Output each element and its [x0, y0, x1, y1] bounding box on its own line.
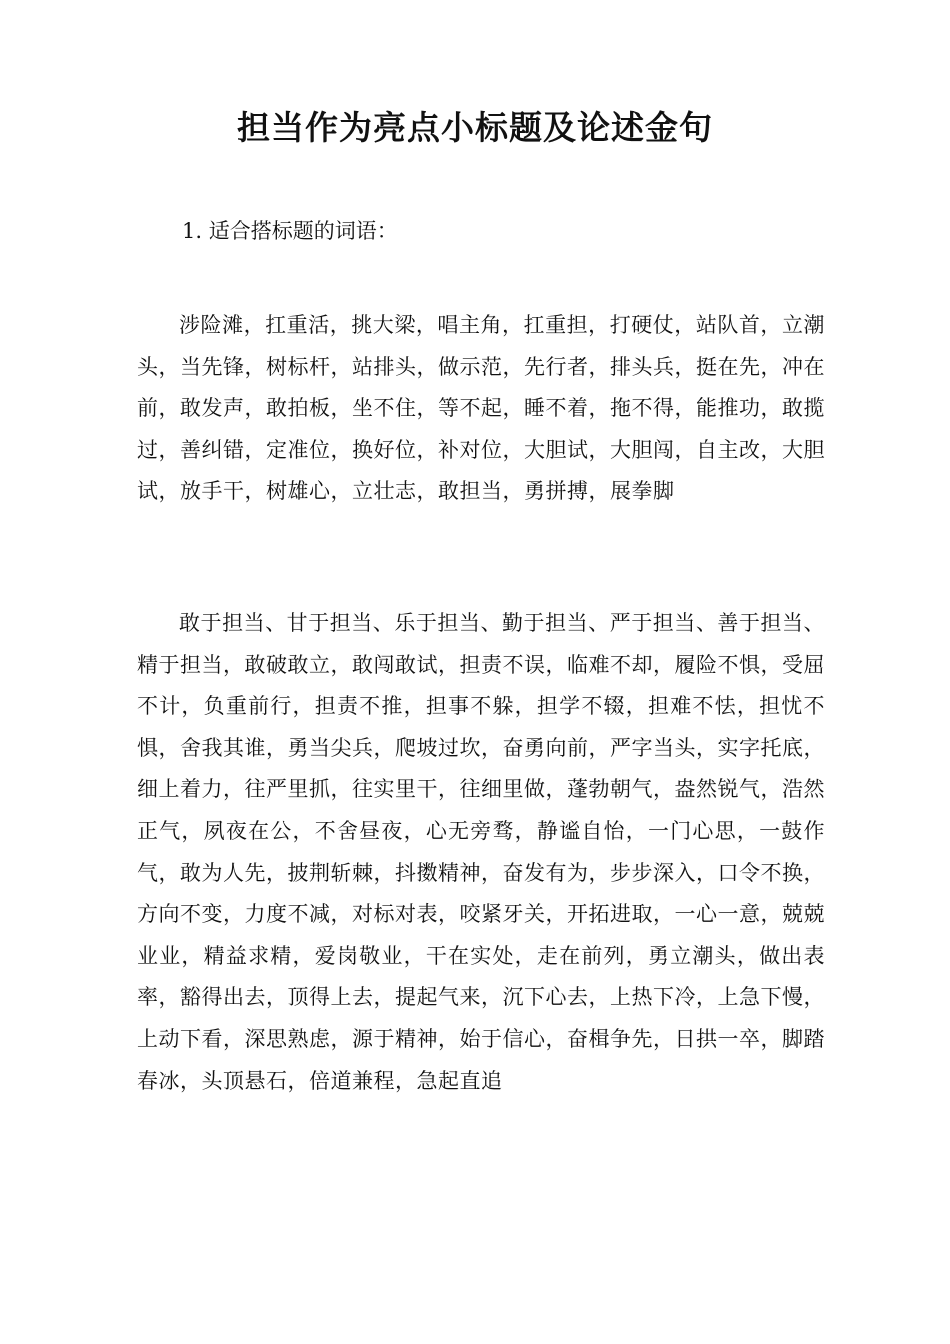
paragraph-word-list-1: 涉险滩，扛重活，挑大梁，唱主角，扛重担，打硬仗，站队首，立潮头，当先锋，树标杆，站排头，做示范，先行者，排头兵，挺在先，冲在前，敢发声，敢拍板，坐不住，等不起，睡不着，拖不得，能推功，敢揽过，善纠错，定准位，换好位，补对位，大胆试，大胆闯，自主改，大胆试，放手干，树雄心，立壮志，敢担当，勇拼搏，展拳脚: [137, 313, 825, 504]
paragraph-word-list-2: 敢于担当、甘于担当、乐于担当、勤于担当、严于担当、善于担当、精于担当，敢破敢立，敢闯敢试，担责不误，临难不却，履险不惧，受屈不计，负重前行，担责不推，担事不躲，担学不辍，担难不怯，担忧不惧，舍我其谁，勇当尖兵，爬坡过坎，奋勇向前，严字当头，实字托底，细上着力，往严里抓，往实里干，往细里做，蓬勃朝气，盎然锐气，浩然正气，夙夜在公，不舍昼夜，心无旁骛，静谧自怡，一门心思，一鼓作气，敢为人先，披荆斩棘，抖擞精神，奋发有为，步步深入，口令不换，方向不变，力度不减，对标对表，咬紧牙关，开拓进取，一心一意，兢兢业业，精益求精，爱岗敬业，干在实处，走在前列，勇立潮头，做出表率，豁得出去，顶得上去，提起气来，沉下心去，上热下冷，上急下慢，上动下看，深思熟虑，源于精神，始于信心，奋楫争先，日拱一卒，脚踏春冰，头顶悬石，倍道兼程，急起直追: [137, 611, 825, 1093]
section-heading: 1. 适合搭标题的词语：: [182, 219, 398, 243]
document-title: 担当作为亮点小标题及论述金句: [237, 108, 713, 147]
